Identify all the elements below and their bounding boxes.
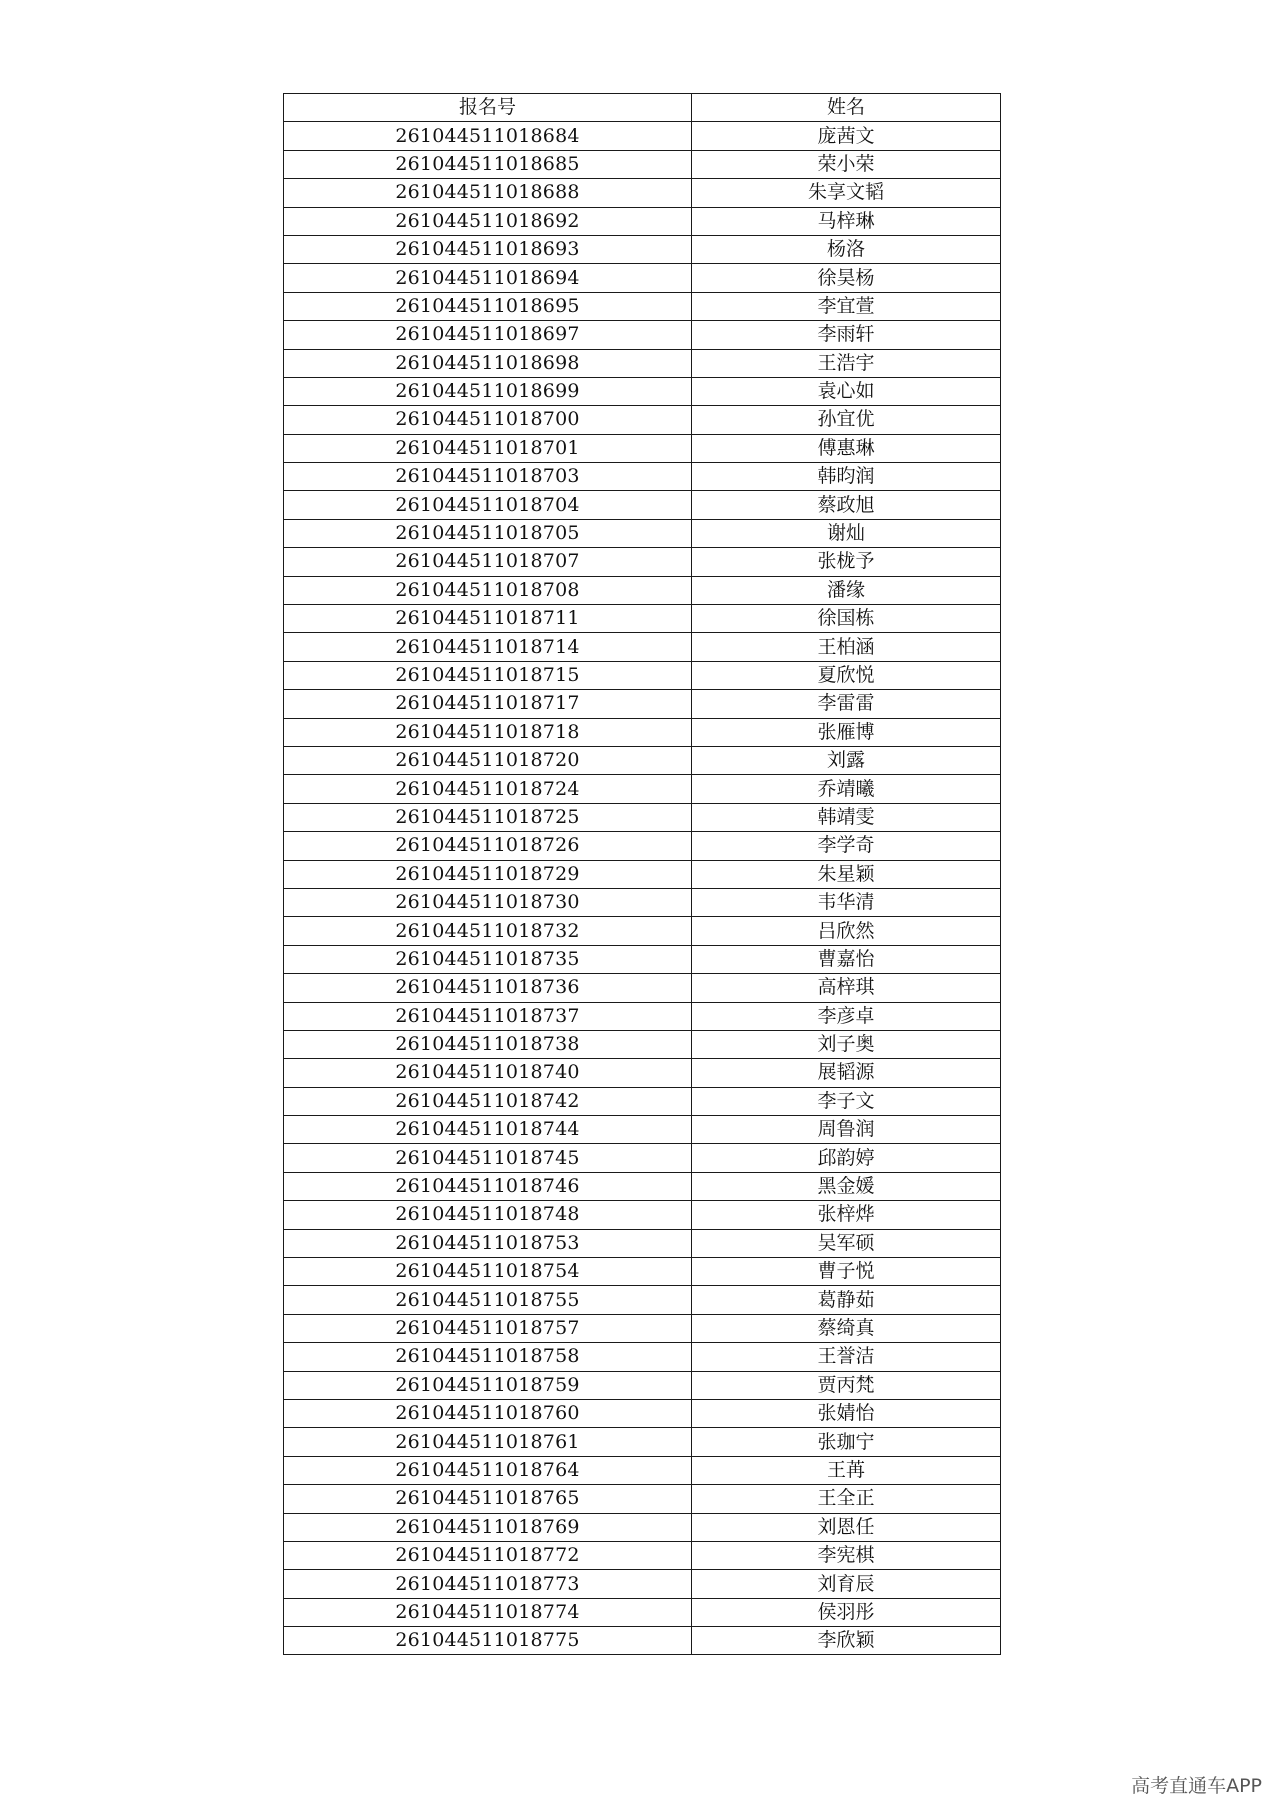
student-name-cell: 徐国栋: [692, 605, 1001, 633]
table-row: [284, 746, 1001, 774]
table-row: [284, 179, 1001, 207]
table-row: [284, 1087, 1001, 1115]
student-name-cell: 袁心如: [692, 377, 1001, 405]
registration-number-cell: 261044511018729: [284, 860, 692, 888]
student-name-cell: 马梓琳: [692, 207, 1001, 235]
table-row: [284, 888, 1001, 916]
registration-number-cell: 261044511018688: [284, 179, 692, 207]
student-name-cell: 吴军硕: [692, 1229, 1001, 1257]
registration-number-cell: 261044511018748: [284, 1201, 692, 1229]
table-row: [284, 690, 1001, 718]
student-name-cell: 蔡绮真: [692, 1314, 1001, 1342]
student-name-cell: 曹嘉怡: [692, 945, 1001, 973]
student-name-cell: 李欣颖: [692, 1627, 1001, 1655]
student-name-cell: 王苒: [692, 1456, 1001, 1484]
student-name-cell: 傅惠琳: [692, 434, 1001, 462]
registration-number-cell: 261044511018703: [284, 463, 692, 491]
student-name-cell: 葛静茹: [692, 1286, 1001, 1314]
registration-number-cell: 261044511018730: [284, 888, 692, 916]
table-row: [284, 1314, 1001, 1342]
student-name-cell: 邱韵婷: [692, 1144, 1001, 1172]
table-row: [284, 264, 1001, 292]
watermark-text: 高考直通车APP: [1131, 1775, 1262, 1797]
student-name-cell: 夏欣悦: [692, 661, 1001, 689]
registration-number-cell: 261044511018761: [284, 1428, 692, 1456]
registration-number-cell: 261044511018735: [284, 945, 692, 973]
student-name-cell: 展韬源: [692, 1059, 1001, 1087]
student-name-cell: 黑金媛: [692, 1172, 1001, 1200]
student-name-cell: 李宪棋: [692, 1541, 1001, 1569]
student-name-cell: 韦华清: [692, 888, 1001, 916]
registration-number-cell: 261044511018684: [284, 122, 692, 150]
student-name-cell: 吕欣然: [692, 917, 1001, 945]
student-name-cell: 谢灿: [692, 519, 1001, 547]
table-row: [284, 235, 1001, 263]
registration-number-cell: 261044511018753: [284, 1229, 692, 1257]
table-row: [284, 207, 1001, 235]
registration-number-cell: 261044511018737: [284, 1002, 692, 1030]
registration-number-cell: 261044511018717: [284, 690, 692, 718]
table-row: [284, 1343, 1001, 1371]
student-name-cell: 侯羽彤: [692, 1598, 1001, 1626]
header-name: 姓名: [692, 94, 1001, 122]
registration-number-cell: 261044511018725: [284, 803, 692, 831]
table-row: [284, 832, 1001, 860]
table-row: [284, 434, 1001, 462]
registration-number-cell: 261044511018720: [284, 746, 692, 774]
student-name-cell: 张梓烨: [692, 1201, 1001, 1229]
registration-number-cell: 261044511018711: [284, 605, 692, 633]
student-name-cell: 李雨轩: [692, 321, 1001, 349]
registration-number-cell: 261044511018694: [284, 264, 692, 292]
registration-number-cell: 261044511018715: [284, 661, 692, 689]
registration-number-cell: 261044511018744: [284, 1116, 692, 1144]
table-row: [284, 1144, 1001, 1172]
table-row: [284, 605, 1001, 633]
student-name-cell: 张婧怡: [692, 1399, 1001, 1427]
student-name-cell: 朱星颖: [692, 860, 1001, 888]
table-row: [284, 1258, 1001, 1286]
table-row: [284, 548, 1001, 576]
table-row: [284, 321, 1001, 349]
table-row: [284, 1059, 1001, 1087]
table-row: [284, 519, 1001, 547]
registration-number-cell: 261044511018745: [284, 1144, 692, 1172]
registration-number-cell: 261044511018704: [284, 491, 692, 519]
student-name-cell: 李雷雷: [692, 690, 1001, 718]
registration-number-cell: 261044511018757: [284, 1314, 692, 1342]
table-row: [284, 661, 1001, 689]
student-name-cell: 王柏涵: [692, 633, 1001, 661]
registration-number-cell: 261044511018736: [284, 974, 692, 1002]
student-name-cell: 曹子悦: [692, 1258, 1001, 1286]
student-name-cell: 潘缘: [692, 576, 1001, 604]
student-name-cell: 张雁博: [692, 718, 1001, 746]
registration-table: [283, 93, 1001, 1655]
table-row: [284, 349, 1001, 377]
table-row: [284, 718, 1001, 746]
student-name-cell: 高梓琪: [692, 974, 1001, 1002]
table-row: [284, 1627, 1001, 1655]
table-row: [284, 1598, 1001, 1626]
table-row: [284, 803, 1001, 831]
registration-number-cell: 261044511018755: [284, 1286, 692, 1314]
table-row: [284, 1229, 1001, 1257]
table-row: [284, 122, 1001, 150]
registration-number-cell: 261044511018697: [284, 321, 692, 349]
registration-number-cell: 261044511018746: [284, 1172, 692, 1200]
table-row: [284, 974, 1001, 1002]
registration-number-cell: 261044511018695: [284, 292, 692, 320]
registration-number-cell: 261044511018692: [284, 207, 692, 235]
registration-number-cell: 261044511018758: [284, 1343, 692, 1371]
student-name-cell: 徐昊杨: [692, 264, 1001, 292]
student-name-cell: 刘露: [692, 746, 1001, 774]
student-name-cell: 李彦卓: [692, 1002, 1001, 1030]
student-name-cell: 荣小荣: [692, 150, 1001, 178]
student-name-cell: 刘子奥: [692, 1030, 1001, 1058]
registration-number-cell: 261044511018759: [284, 1371, 692, 1399]
student-name-cell: 刘育辰: [692, 1570, 1001, 1598]
table-row: [284, 377, 1001, 405]
table-body: [284, 122, 1001, 1655]
registration-number-cell: 261044511018700: [284, 406, 692, 434]
table-row: [284, 150, 1001, 178]
registration-number-cell: 261044511018732: [284, 917, 692, 945]
registration-number-cell: 261044511018773: [284, 1570, 692, 1598]
student-name-cell: 庞茜文: [692, 122, 1001, 150]
registration-number-cell: 261044511018740: [284, 1059, 692, 1087]
table-row: [284, 945, 1001, 973]
registration-number-cell: 261044511018698: [284, 349, 692, 377]
student-name-cell: 张栊予: [692, 548, 1001, 576]
registration-number-cell: 261044511018705: [284, 519, 692, 547]
registration-number-cell: 261044511018701: [284, 434, 692, 462]
student-name-cell: 李子文: [692, 1087, 1001, 1115]
table-row: [284, 1541, 1001, 1569]
table-row: [284, 1428, 1001, 1456]
table-header-row: [284, 94, 1001, 122]
table-row: [284, 1456, 1001, 1484]
table-row: [284, 860, 1001, 888]
table-row: [284, 1513, 1001, 1541]
student-name-cell: 杨洛: [692, 235, 1001, 263]
table-row: [284, 775, 1001, 803]
student-name-cell: 乔靖曦: [692, 775, 1001, 803]
student-name-cell: 韩昀润: [692, 463, 1001, 491]
table-row: [284, 1399, 1001, 1427]
registration-number-cell: 261044511018714: [284, 633, 692, 661]
registration-number-cell: 261044511018772: [284, 1541, 692, 1569]
student-name-cell: 李宜萱: [692, 292, 1001, 320]
registration-number-cell: 261044511018764: [284, 1456, 692, 1484]
registration-number-cell: 261044511018726: [284, 832, 692, 860]
student-name-cell: 李学奇: [692, 832, 1001, 860]
registration-number-cell: 261044511018742: [284, 1087, 692, 1115]
registration-number-cell: 261044511018708: [284, 576, 692, 604]
student-name-cell: 蔡政旭: [692, 491, 1001, 519]
table-row: [284, 917, 1001, 945]
table-row: [284, 1002, 1001, 1030]
table-row: [284, 1116, 1001, 1144]
registration-number-cell: 261044511018707: [284, 548, 692, 576]
table-row: [284, 1570, 1001, 1598]
registration-number-cell: 261044511018724: [284, 775, 692, 803]
table-row: [284, 1172, 1001, 1200]
student-name-cell: 朱享文韬: [692, 179, 1001, 207]
student-name-cell: 张珈宁: [692, 1428, 1001, 1456]
table-row: [284, 1030, 1001, 1058]
student-name-cell: 刘恩任: [692, 1513, 1001, 1541]
table-row: [284, 1371, 1001, 1399]
table-row: [284, 491, 1001, 519]
table-row: [284, 1201, 1001, 1229]
registration-number-cell: 261044511018718: [284, 718, 692, 746]
table-row: [284, 292, 1001, 320]
student-name-cell: 孙宜优: [692, 406, 1001, 434]
header-registration-number: 报名号: [284, 94, 692, 122]
student-name-cell: 韩靖雯: [692, 803, 1001, 831]
table-row: [284, 406, 1001, 434]
registration-number-cell: 261044511018693: [284, 235, 692, 263]
table-row: [284, 463, 1001, 491]
registration-number-cell: 261044511018699: [284, 377, 692, 405]
student-name-cell: 王全正: [692, 1485, 1001, 1513]
table-row: [284, 576, 1001, 604]
table-row: [284, 633, 1001, 661]
student-name-cell: 贾丙梵: [692, 1371, 1001, 1399]
registration-number-cell: 261044511018760: [284, 1399, 692, 1427]
registration-number-cell: 261044511018738: [284, 1030, 692, 1058]
registration-number-cell: 261044511018769: [284, 1513, 692, 1541]
registration-number-cell: 261044511018685: [284, 150, 692, 178]
table-row: [284, 1485, 1001, 1513]
student-name-cell: 王浩宇: [692, 349, 1001, 377]
table-row: [284, 1286, 1001, 1314]
registration-number-cell: 261044511018765: [284, 1485, 692, 1513]
registration-number-cell: 261044511018775: [284, 1627, 692, 1655]
registration-number-cell: 261044511018754: [284, 1258, 692, 1286]
registration-number-cell: 261044511018774: [284, 1598, 692, 1626]
student-name-cell: 周鲁润: [692, 1116, 1001, 1144]
student-name-cell: 王誉洁: [692, 1343, 1001, 1371]
